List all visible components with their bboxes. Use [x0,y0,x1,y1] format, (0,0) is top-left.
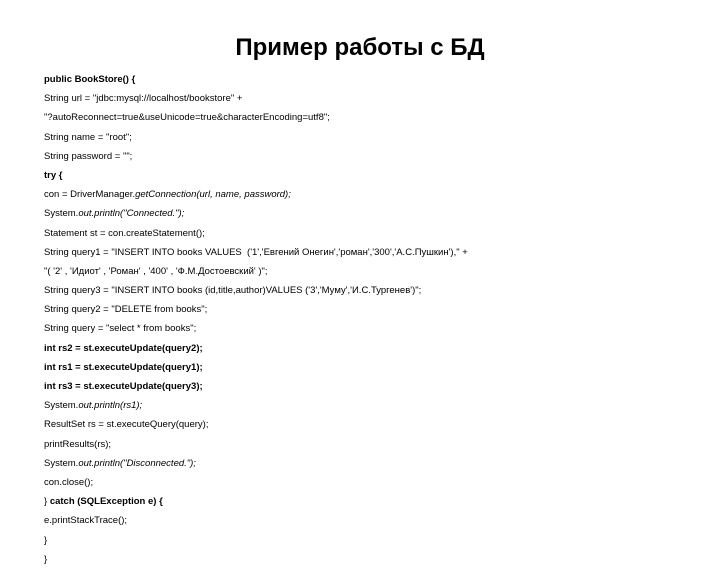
code-fragment-bold: catch (SQLException e) { [49,496,163,508]
code-line: "?autoReconnect=true&useUnicode=true&characterEncoding=utf8"; [44,112,330,124]
code-line [44,492,684,511]
code-fragment: } [44,496,50,508]
code-fragment: System. [44,457,79,469]
code-line [44,454,684,473]
code-line [44,185,684,204]
code-line: String query3 = "INSERT INTO books (id,title,author)VALUES ('3','Муму','И.С.Тургенев')"; [44,285,422,297]
code-line: int rs2 = st.executeUpdate(query2); [44,342,203,354]
code-fragment-italic: out.println(rs1); [78,400,143,412]
code-line: try { [44,169,63,181]
code-fragment-italic: getConnection(url, name, password); [135,189,291,201]
code-fragment: System. [44,400,79,412]
code-line: String query2 = "DELETE from books"; [44,304,208,316]
code-line: "( '2' , 'Идиот' , 'Роман' , '400' , 'Ф.М.Достоевский' )"; [44,265,268,277]
code-fragment: System. [44,208,79,220]
code-line [44,204,684,223]
code-line [44,396,684,415]
code-fragment: con = DriverManager. [44,189,136,201]
code-fragment-italic: out.println("Disconnected."); [78,457,196,469]
code-line: int rs3 = st.executeUpdate(query3); [44,381,203,392]
code-line: String name = "root"; [44,131,132,143]
code-line: } [44,534,48,546]
code-line: ResultSet rs = st.executeQuery(query); [44,419,209,431]
code-fragment-italic: out.println("Connected."); [78,208,185,220]
code-line: con.close(); [44,476,94,488]
code-line: String password = ""; [44,150,133,162]
code-line: public BookStore() { [44,74,136,85]
code-block [44,70,684,569]
code-line: Statement st = con.createStatement(); [44,227,205,239]
code-line: int rs1 = st.executeUpdate(query1); [44,361,203,373]
code-line: printResults(rs); [44,438,112,450]
code-line: String url = "jdbc:mysql://localhost/bookstore" + [44,93,243,105]
code-line: String query1 = "INSERT INTO books VALUES ('1','Евгений Онегин','роман','300','А.С.Пушкин')," + [44,246,468,258]
slide-title: Пример работы с БД [235,34,485,61]
code-line: String query = "select * from books"; [44,323,197,335]
code-line: e.printStackTrace(); [44,515,128,527]
code-line: } [44,553,48,565]
